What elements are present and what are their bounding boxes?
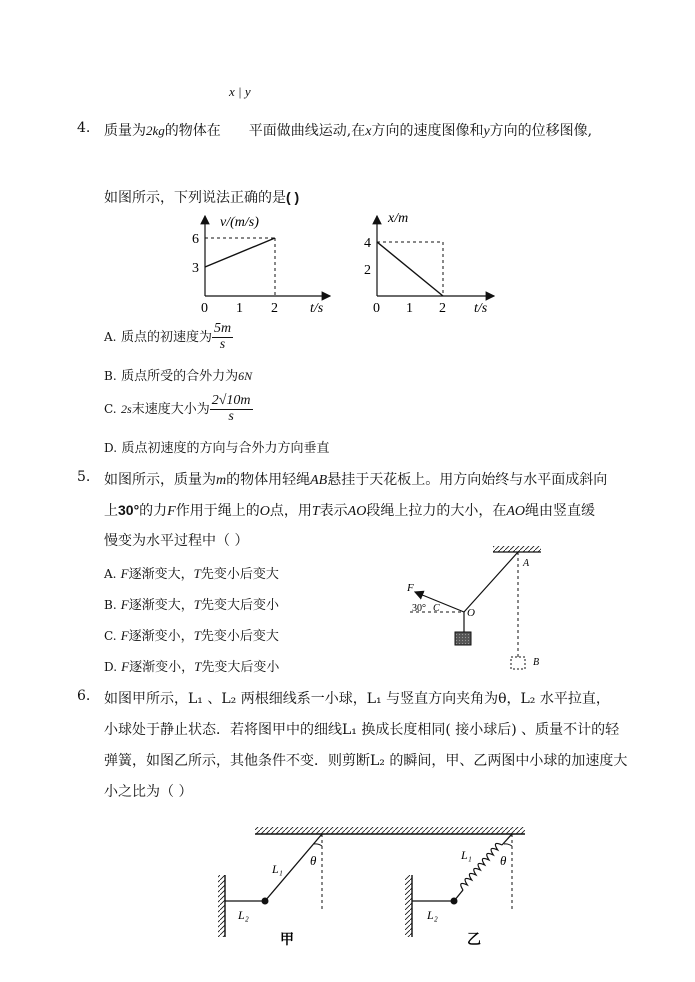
label-f: F — [407, 582, 414, 594]
q5-ab: AB — [310, 473, 328, 488]
q4-y: y — [483, 124, 490, 139]
vt-series-line — [205, 238, 275, 267]
option-fraction — [210, 394, 253, 424]
label-a: A — [523, 558, 530, 569]
q5-text: 如图所示，质量为 — [104, 472, 216, 488]
xt-tick-2b: 2 — [439, 301, 446, 316]
option-letter: B. — [104, 369, 117, 383]
q6-line1: 如图甲所示，L₁ 、L₂ 两根细线系一小球，L₁ 与竖直方向夹角为θ，L₂ 水平拉直， — [104, 691, 610, 707]
rope-ao — [464, 552, 518, 612]
option-t: T — [193, 628, 201, 643]
q5-option-a[interactable] — [104, 563, 279, 582]
q4-option-c[interactable] — [104, 394, 253, 424]
option-fraction — [212, 322, 233, 352]
xt-x-label: t/s — [474, 301, 488, 316]
option-text: 质点初速度的方向与合外力方向垂直 — [121, 441, 330, 456]
label-o: O — [467, 607, 475, 619]
q5-line1 — [104, 469, 607, 489]
xt-tick-0: 0 — [373, 301, 380, 316]
q5-ao: AO — [506, 504, 525, 519]
yi-label-l1: L₁ — [461, 848, 472, 862]
xt-tick-1: 1 — [406, 301, 413, 316]
q4-text: 质量为 — [104, 123, 146, 139]
yi-spring-top — [502, 834, 512, 845]
q6-line4: 小之比为（ ） — [104, 784, 193, 800]
q4-paren: ( ) — [286, 189, 300, 205]
q4-mass: 2kg — [146, 123, 165, 138]
option-text: 先变小后变大 — [200, 567, 279, 582]
option-f: F — [120, 628, 129, 643]
q4-option-a[interactable] — [104, 322, 233, 352]
vt-tick-6: 6 — [192, 232, 199, 247]
q6-number: 6. — [77, 688, 91, 704]
frac-den: s — [219, 336, 226, 352]
option-t: T — [193, 566, 201, 581]
option-letter: C. — [104, 402, 117, 417]
option-letter: C. — [104, 629, 117, 643]
vt-tick-3: 3 — [192, 261, 199, 276]
option-letter: A. — [104, 330, 117, 345]
vt-tick-2: 2 — [271, 301, 278, 316]
q4-text: 方向的速度图像和 — [371, 123, 484, 139]
vt-tick-1: 1 — [236, 301, 243, 316]
q4-stem-line1 — [104, 120, 592, 140]
q4-text: 的物体在 — [164, 123, 221, 139]
q5-number: 5. — [77, 469, 91, 485]
q5-text: 点，用 — [269, 503, 312, 519]
yi-caption: 乙 — [467, 933, 481, 948]
jia-label-l2: L₂ — [238, 908, 249, 922]
option-letter: D. — [104, 660, 118, 674]
top-fragment: x | y — [229, 84, 251, 99]
vt-y-label: v/(m/s) — [220, 215, 259, 230]
q5-option-b[interactable] — [104, 594, 279, 613]
yi-label-theta: θ — [500, 853, 507, 868]
q5-text: 段绳上拉力的大小，在 — [366, 503, 507, 519]
q5-ao: AO — [347, 504, 367, 519]
q4-vt-graph — [190, 210, 350, 318]
xt-tick-2: 2 — [364, 263, 371, 278]
q5-option-c[interactable] — [104, 625, 279, 644]
frac-num: 2√10m — [211, 393, 251, 408]
frac-num: 5m — [213, 321, 232, 336]
q4-option-d[interactable] — [104, 437, 329, 456]
q4-option-b[interactable] — [104, 365, 252, 384]
q5-o: O — [259, 504, 270, 519]
label-b: B — [533, 657, 540, 668]
jia-label-l1: L₁ — [272, 862, 283, 876]
vt-tick-0: 0 — [201, 301, 208, 316]
option-text: 先变大后变小 — [200, 598, 279, 613]
label-c: C — [433, 603, 440, 614]
q4-text: 如图所示，下列说法正确的是 — [104, 190, 286, 206]
jia-wall-hatch — [218, 875, 225, 937]
jia-angle-arc — [314, 844, 322, 846]
option-text: 逐渐变小， — [129, 660, 195, 675]
q4-x: x — [365, 124, 372, 139]
yi-label-l2: L₂ — [427, 908, 438, 922]
mass-b-dashed — [511, 657, 525, 669]
option-letter: D. — [104, 441, 118, 455]
q4-text: 方向的位移图像, — [489, 123, 593, 139]
q5-text: 上 — [104, 503, 118, 519]
option-value: 2s — [121, 402, 132, 417]
jia-caption: 甲 — [280, 933, 294, 948]
option-text: 质点的初速度为 — [120, 330, 212, 346]
q5-line2 — [104, 500, 595, 520]
option-text: 末速度大小为 — [131, 402, 210, 418]
q5-figure — [395, 540, 555, 675]
yi-ball — [451, 898, 458, 905]
option-text: 逐渐变大， — [128, 598, 194, 613]
q5-text: 悬挂于天花板上。用方向始终与水平面成斜向 — [327, 472, 608, 488]
q5-text: 表示 — [319, 503, 348, 519]
q6-figure — [210, 815, 540, 955]
label-angle: 30° — [412, 603, 426, 614]
q4-stem-line2 — [104, 187, 299, 207]
q5-text: 作用于绳上的 — [175, 503, 260, 519]
q5-text: 的力 — [139, 503, 168, 519]
q4-number: 4. — [77, 120, 91, 136]
option-text: 逐渐变小， — [128, 629, 194, 644]
option-text: 先变小后变大 — [200, 629, 279, 644]
jia-ball — [262, 898, 269, 905]
q5-f: F — [167, 504, 176, 519]
q6-line2: 小球处于静止状态．若将图甲中的细线L₁ 换成长度相同( 接小球后) 、质量不计的轻 — [104, 722, 620, 738]
option-text: 先变大后变小 — [201, 660, 280, 675]
frac-den: s — [228, 408, 234, 424]
q6-ceiling-hatch — [255, 827, 525, 834]
q4-xt-graph — [362, 210, 512, 318]
option-letter: A. — [104, 567, 117, 581]
option-text: 逐渐变大， — [128, 567, 194, 582]
mass-block — [455, 632, 471, 645]
q5-text: 的物体用轻绳 — [226, 472, 311, 488]
option-f: F — [121, 659, 130, 674]
option-text: 质点所受的合外力为 — [121, 369, 239, 384]
option-f: F — [120, 597, 129, 612]
xt-series-line — [377, 242, 443, 296]
q5-m: m — [216, 473, 227, 488]
ceiling-hatch — [493, 546, 541, 552]
q6-line3: 弹簧，如图乙所示，其他条件不变．则剪断L₂ 的瞬间，甲、乙两图中小球的加速度大 — [104, 753, 628, 769]
yi-wall-hatch — [405, 875, 412, 937]
option-t: T — [194, 659, 202, 674]
jia-label-theta: θ — [310, 853, 317, 868]
xt-tick-4: 4 — [364, 236, 371, 251]
q5-text: 绳由竖直缓 — [525, 503, 595, 519]
option-value: 6N — [238, 369, 253, 383]
option-letter: B. — [104, 598, 117, 612]
q5-angle: 30° — [118, 502, 140, 518]
xt-y-label: x/m — [388, 211, 409, 226]
q5-line3: 慢变为水平过程中（ ） — [104, 533, 249, 549]
option-t: T — [193, 597, 201, 612]
vt-x-label: t/s — [310, 301, 324, 316]
q5-option-d[interactable] — [104, 656, 279, 675]
q4-text: 平面做曲线运动,在 — [248, 123, 366, 139]
option-f: F — [120, 566, 129, 581]
yi-angle-arc — [504, 844, 512, 846]
q5-t: T — [311, 504, 320, 519]
